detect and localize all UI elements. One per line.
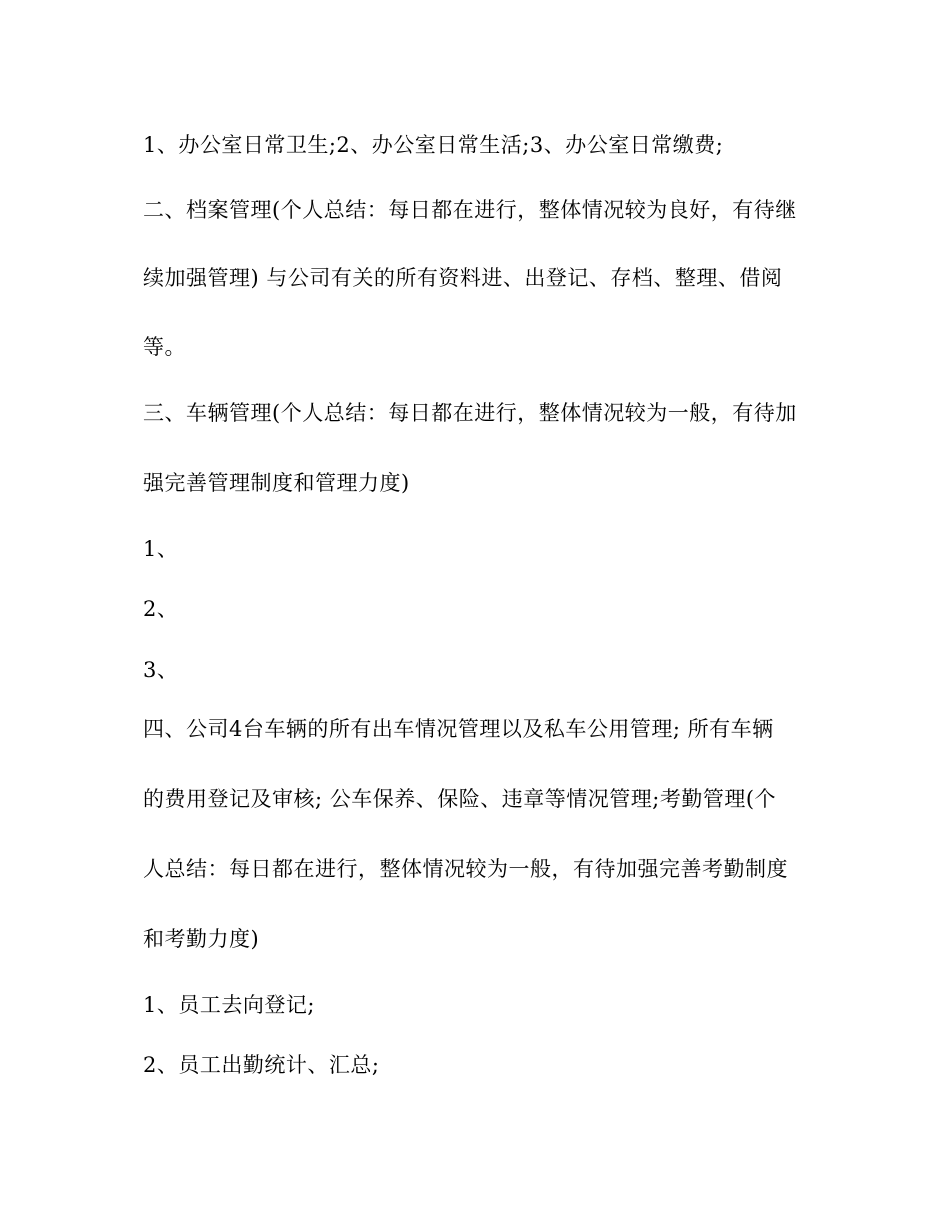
text-line: 2、员工出勤统计、汇总; [143, 1053, 380, 1077]
text-line: 人总结：每日都在进行，整体情况较为一般，有待加强完善考勤制度 [143, 857, 788, 881]
text-line: 的费用登记及审核; 公车保养、保险、违章等情况管理;考勤管理(个 [143, 787, 777, 811]
text-line: 和考勤力度) [143, 927, 260, 951]
text-line: 三、车辆管理(个人总结：每日都在进行，整体情况较为一般，有待加 [143, 401, 797, 425]
text-line: 等。 [143, 335, 186, 359]
text-line: 1、 [143, 537, 179, 561]
text-line: 2、 [143, 597, 179, 621]
text-line: 续加强管理) 与公司有关的所有资料进、出登记、存档、整理、借阅 [143, 266, 783, 290]
text-line: 二、档案管理(个人总结：每日都在进行，整体情况较为良好，有待继 [143, 198, 797, 222]
text-line: 强完善管理制度和管理力度) [143, 471, 410, 495]
text-line: 1、办公室日常卫生;2、办公室日常生活;3、办公室日常缴费; [143, 133, 724, 157]
text-line: 四、公司4台车辆的所有出车情况管理以及私车公用管理; 所有车辆 [143, 717, 774, 741]
text-line: 3、 [143, 658, 179, 682]
text-line: 1、员工去向登记; [143, 993, 315, 1017]
